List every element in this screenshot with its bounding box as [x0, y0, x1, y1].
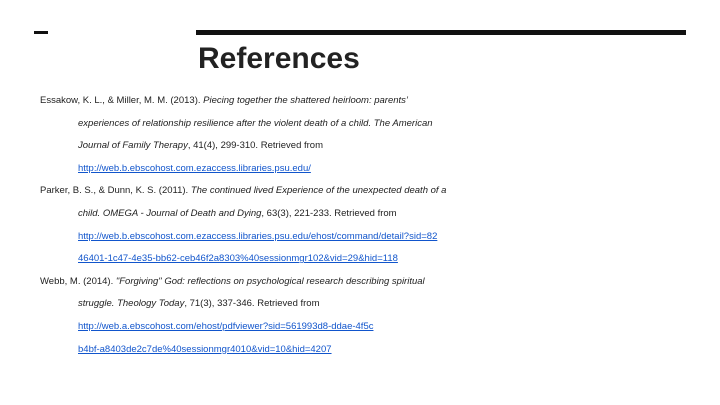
reference-3-link-part-2[interactable]: b4bf-a8403de2c7de%40sessionmgr4010&vid=10&hid=4207 — [78, 343, 332, 355]
reference-3-line-2 — [40, 293, 700, 316]
reference-3-authors: Webb, M. (2014). — [40, 275, 116, 287]
reference-3-line-1 — [40, 271, 700, 294]
reference-2-authors: Parker, B. S., & Dunn, K. S. (2011). — [40, 185, 191, 197]
reference-list — [40, 90, 700, 361]
reference-3-link-part-1[interactable]: http://web.a.ebscohost.com/ehost/pdfviewer?sid=561993d8-ddae-4f5c — [78, 320, 374, 332]
reference-2-title: The continued lived Experience of the unexpected death of a — [190, 185, 447, 197]
reference-2-link-part-2[interactable]: 46401-1c47-4e35-bb62-ceb46f2a8303%40sessionmgr102&vid=29&hid=118 — [78, 253, 398, 265]
reference-1-authors: Essakow, K. L., & Miller, M. M. (2013). — [40, 95, 204, 106]
reference-1-line-2 — [40, 113, 700, 136]
title-rule — [196, 30, 686, 35]
reference-1-journal: Journal of Family Therapy — [78, 140, 188, 152]
reference-3-details: , 71(3), 337-346. Retrieved from — [184, 298, 320, 310]
reference-2-line-1 — [40, 180, 700, 203]
reference-3-line-4 — [40, 339, 700, 362]
reference-2-journal: child. OMEGA - Journal of Death and Dying — [78, 207, 262, 219]
reference-3-line-3 — [40, 316, 700, 339]
reference-3-title: "Forgiving" God: reflections on psychological research describing spiritual — [115, 275, 425, 287]
slide-dash-decoration — [34, 31, 48, 34]
reference-1-link[interactable]: http://web.b.ebscohost.com.ezaccess.libraries.psu.edu/ — [78, 162, 311, 174]
reference-1-line-3 — [40, 135, 700, 158]
reference-2-line-2 — [40, 203, 700, 226]
reference-1-line-4 — [40, 158, 700, 181]
reference-1-title-cont: experiences of relationship resilience after the violent death of a child. The American — [78, 117, 433, 129]
page-title: References — [198, 42, 360, 75]
reference-1-line-1 — [40, 90, 700, 113]
reference-1-title: Piecing together the shattered heirloom: parents’ — [203, 95, 409, 106]
reference-2-details: , 63(3), 221-233. Retrieved from — [261, 207, 397, 219]
reference-2-line-3 — [40, 226, 700, 249]
reference-3-journal: struggle. Theology Today — [78, 298, 185, 310]
reference-2-line-4 — [40, 248, 700, 271]
reference-2-link-part-1[interactable]: http://web.b.ebscohost.com.ezaccess.libraries.psu.edu/ehost/command/detail?sid=82 — [78, 230, 438, 242]
reference-1-details: , 41(4), 299-310. Retrieved from — [187, 140, 324, 152]
